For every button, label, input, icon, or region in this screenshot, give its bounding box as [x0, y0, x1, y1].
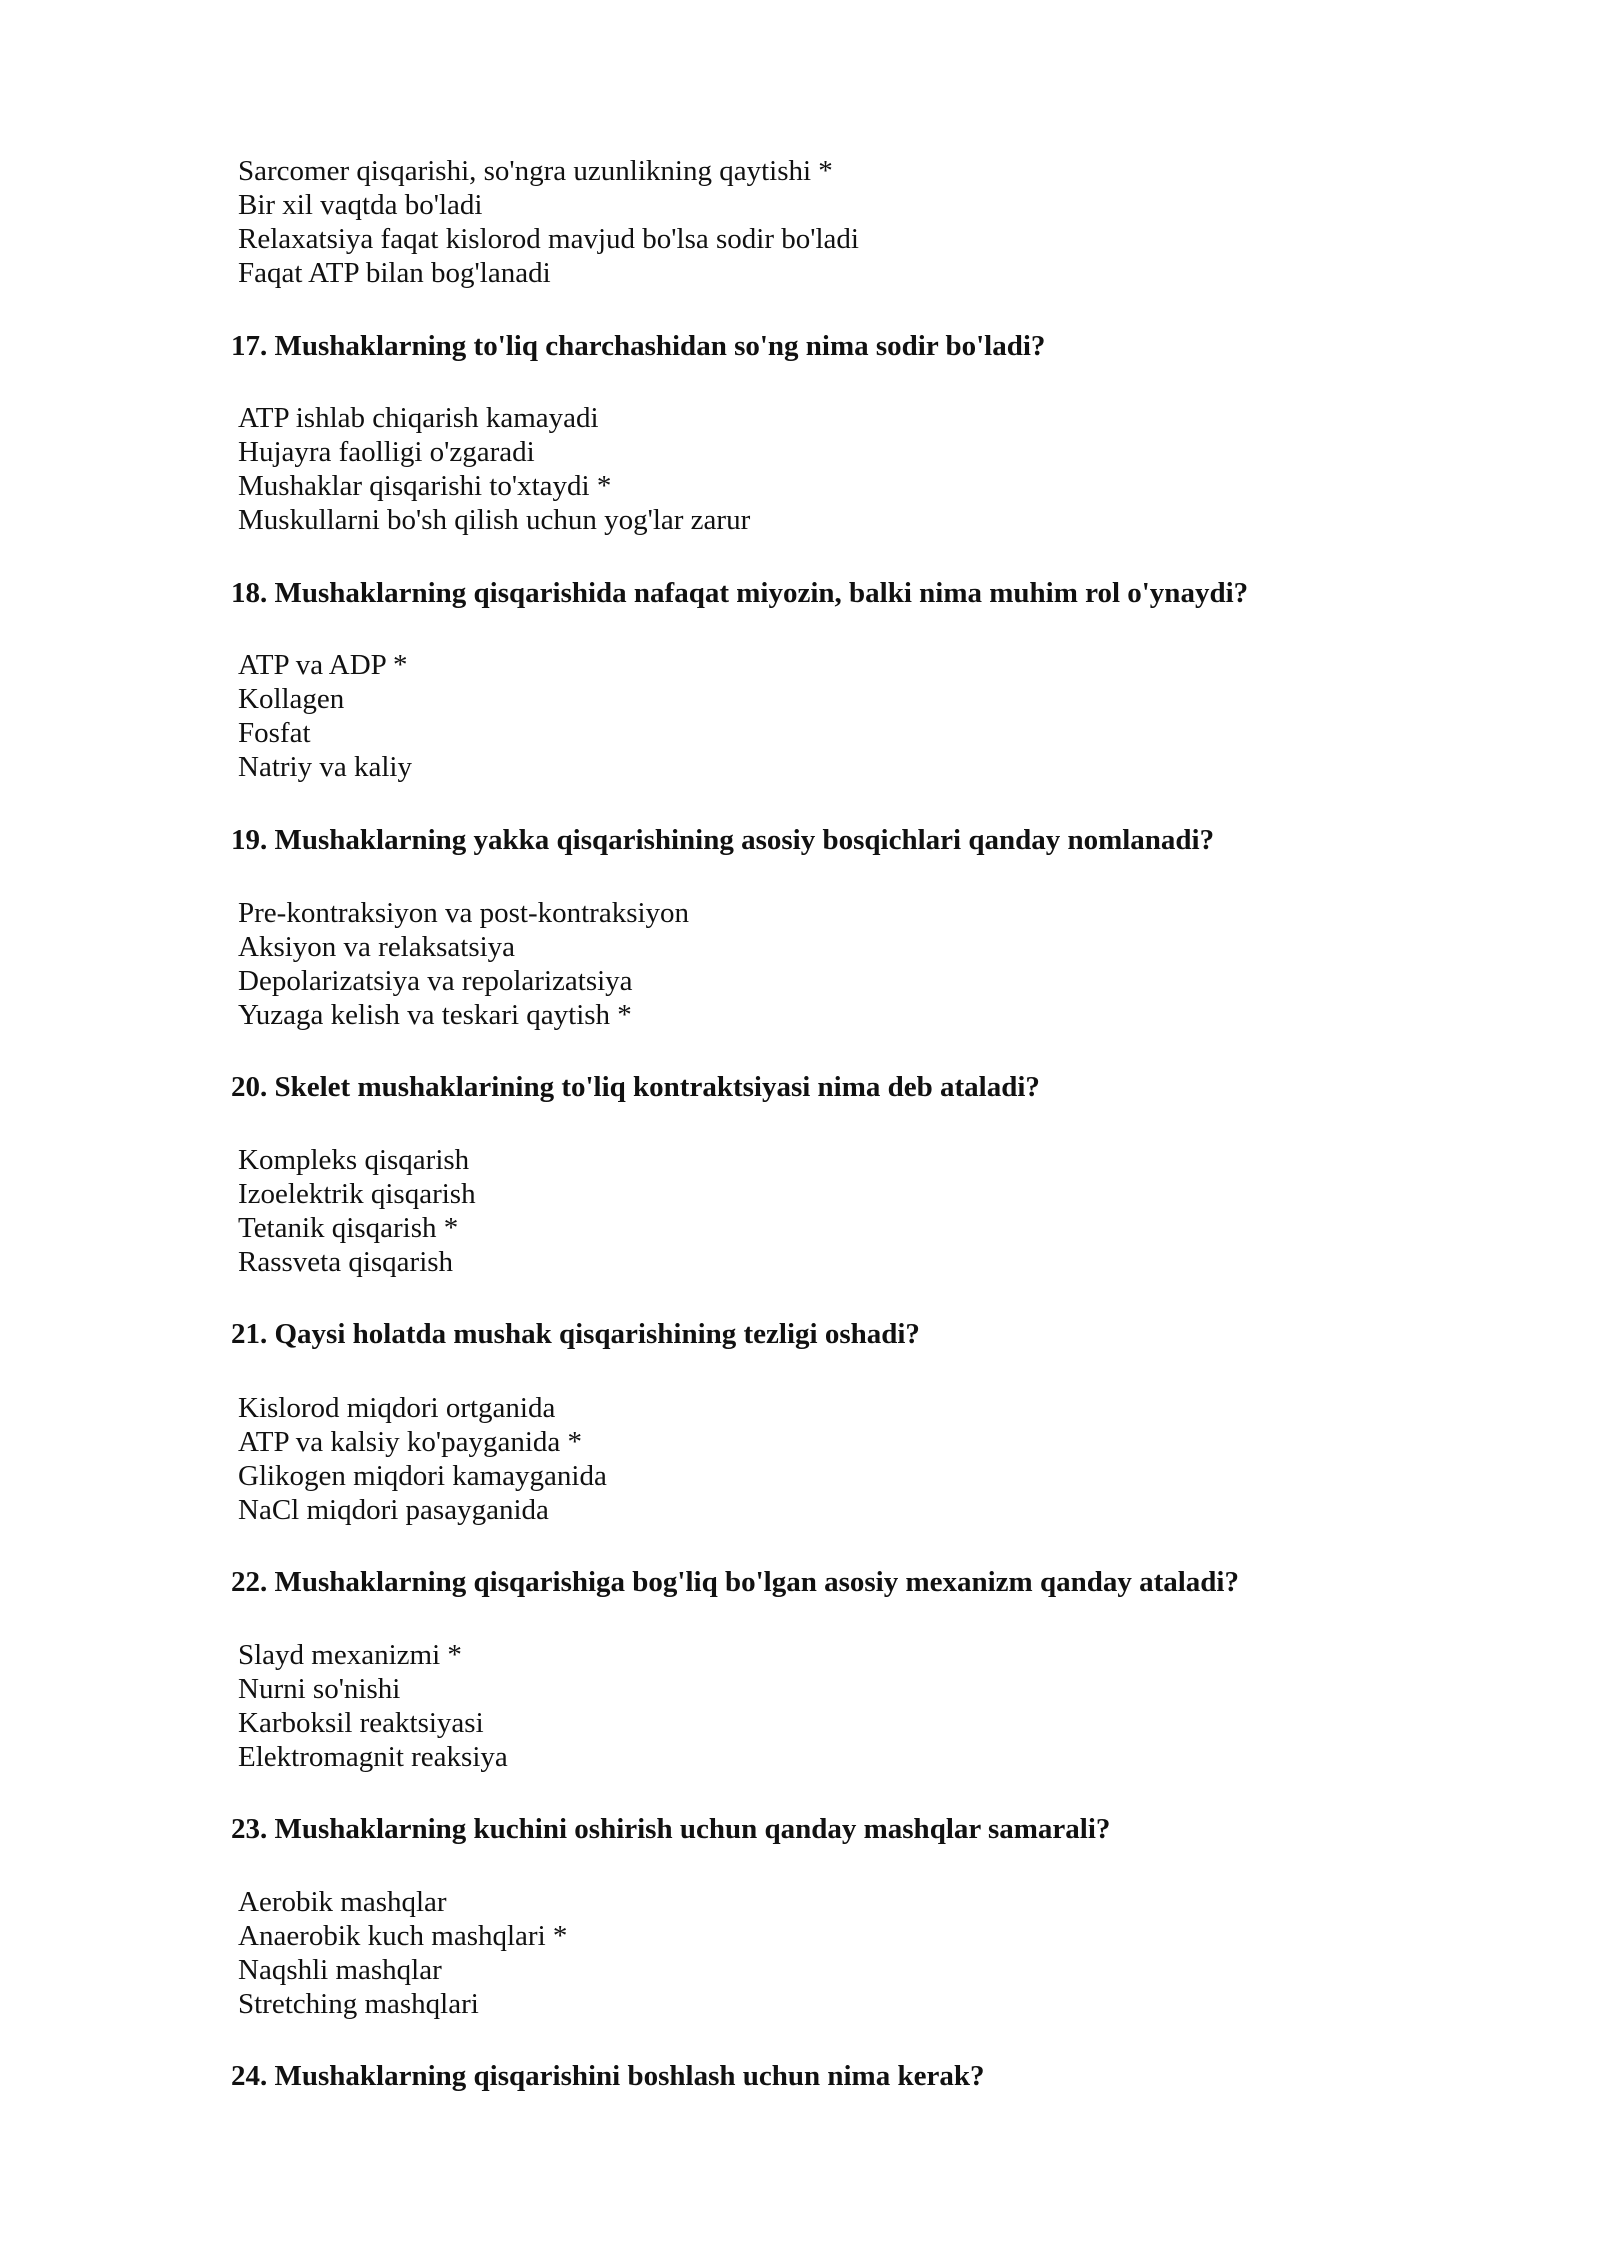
answer-option: Naqshli mashqlar	[238, 1954, 442, 1986]
answer-option: Fosfat	[238, 717, 311, 749]
answer-option: Sarcomer qisqarishi, so'ngra uzunlikning qaytishi *	[238, 155, 833, 187]
answer-option: Stretching mashqlari	[238, 1988, 479, 2020]
answer-option: Glikogen miqdori kamayganida	[238, 1460, 607, 1492]
answer-option: Rassveta qisqarish	[238, 1246, 454, 1278]
question-text: 19. Mushaklarning yakka qisqarishining asosiy bosqichlari qanday nomlanadi?	[231, 824, 1215, 856]
question-text: 20. Skelet mushaklarining to'liq kontraktsiyasi nima deb ataladi?	[231, 1071, 1040, 1103]
answer-option: Mushaklar qisqarishi to'xtaydi *	[238, 470, 612, 502]
answer-option: Natriy va kaliy	[238, 751, 412, 783]
answer-option: Hujayra faolligi o'zgaradi	[238, 436, 535, 468]
answer-option: Izoelektrik qisqarish	[238, 1178, 476, 1210]
question-text: 24. Mushaklarning qisqarishini boshlash uchun nima kerak?	[231, 2060, 985, 2092]
answer-option: Bir xil vaqtda bo'ladi	[238, 189, 483, 221]
answer-option: Nurni so'nishi	[238, 1673, 401, 1705]
answer-option: Relaxatsiya faqat kislorod mavjud bo'lsa sodir bo'ladi	[238, 223, 859, 255]
question-text: 22. Mushaklarning qisqarishiga bog'liq bo'lgan asosiy mexanizm qanday ataladi?	[231, 1566, 1239, 1598]
answer-option: Yuzaga kelish va teskari qaytish *	[238, 999, 632, 1031]
answer-option: ATP va ADP *	[238, 649, 408, 681]
answer-option: NaCl miqdori pasayganida	[238, 1494, 549, 1526]
answer-option: Anaerobik kuch mashqlari *	[238, 1920, 568, 1952]
answer-option: Tetanik qisqarish *	[238, 1212, 459, 1244]
answer-option: Faqat ATP bilan bog'lanadi	[238, 257, 551, 289]
answer-option: Kollagen	[238, 683, 345, 715]
answer-option: Aksiyon va relaksatsiya	[238, 931, 516, 963]
answer-option: ATP va kalsiy ko'payganida *	[238, 1426, 583, 1458]
answer-option: Muskullarni bo'sh qilish uchun yog'lar zarur	[238, 504, 751, 536]
answer-option: ATP ishlab chiqarish kamayadi	[238, 402, 599, 434]
answer-option: Karboksil reaktsiyasi	[238, 1707, 484, 1739]
answer-option: Depolarizatsiya va repolarizatsiya	[238, 965, 633, 997]
answer-option: Kislorod miqdori ortganida	[238, 1392, 556, 1424]
question-text: 21. Qaysi holatda mushak qisqarishining tezligi oshadi?	[231, 1318, 920, 1350]
answer-option: Slayd mexanizmi *	[238, 1639, 462, 1671]
answer-option: Aerobik mashqlar	[238, 1886, 447, 1918]
answer-option: Kompleks qisqarish	[238, 1144, 470, 1176]
answer-option: Elektromagnit reaksiya	[238, 1741, 508, 1773]
question-text: 23. Mushaklarning kuchini oshirish uchun qanday mashqlar samarali?	[231, 1813, 1111, 1845]
question-text: 18. Mushaklarning qisqarishida nafaqat miyozin, balki nima muhim rol o'ynaydi?	[231, 577, 1249, 609]
question-text: 17. Mushaklarning to'liq charchashidan so'ng nima sodir bo'ladi?	[231, 330, 1046, 362]
answer-option: Pre-kontraksiyon va post-kontraksiyon	[238, 897, 690, 929]
